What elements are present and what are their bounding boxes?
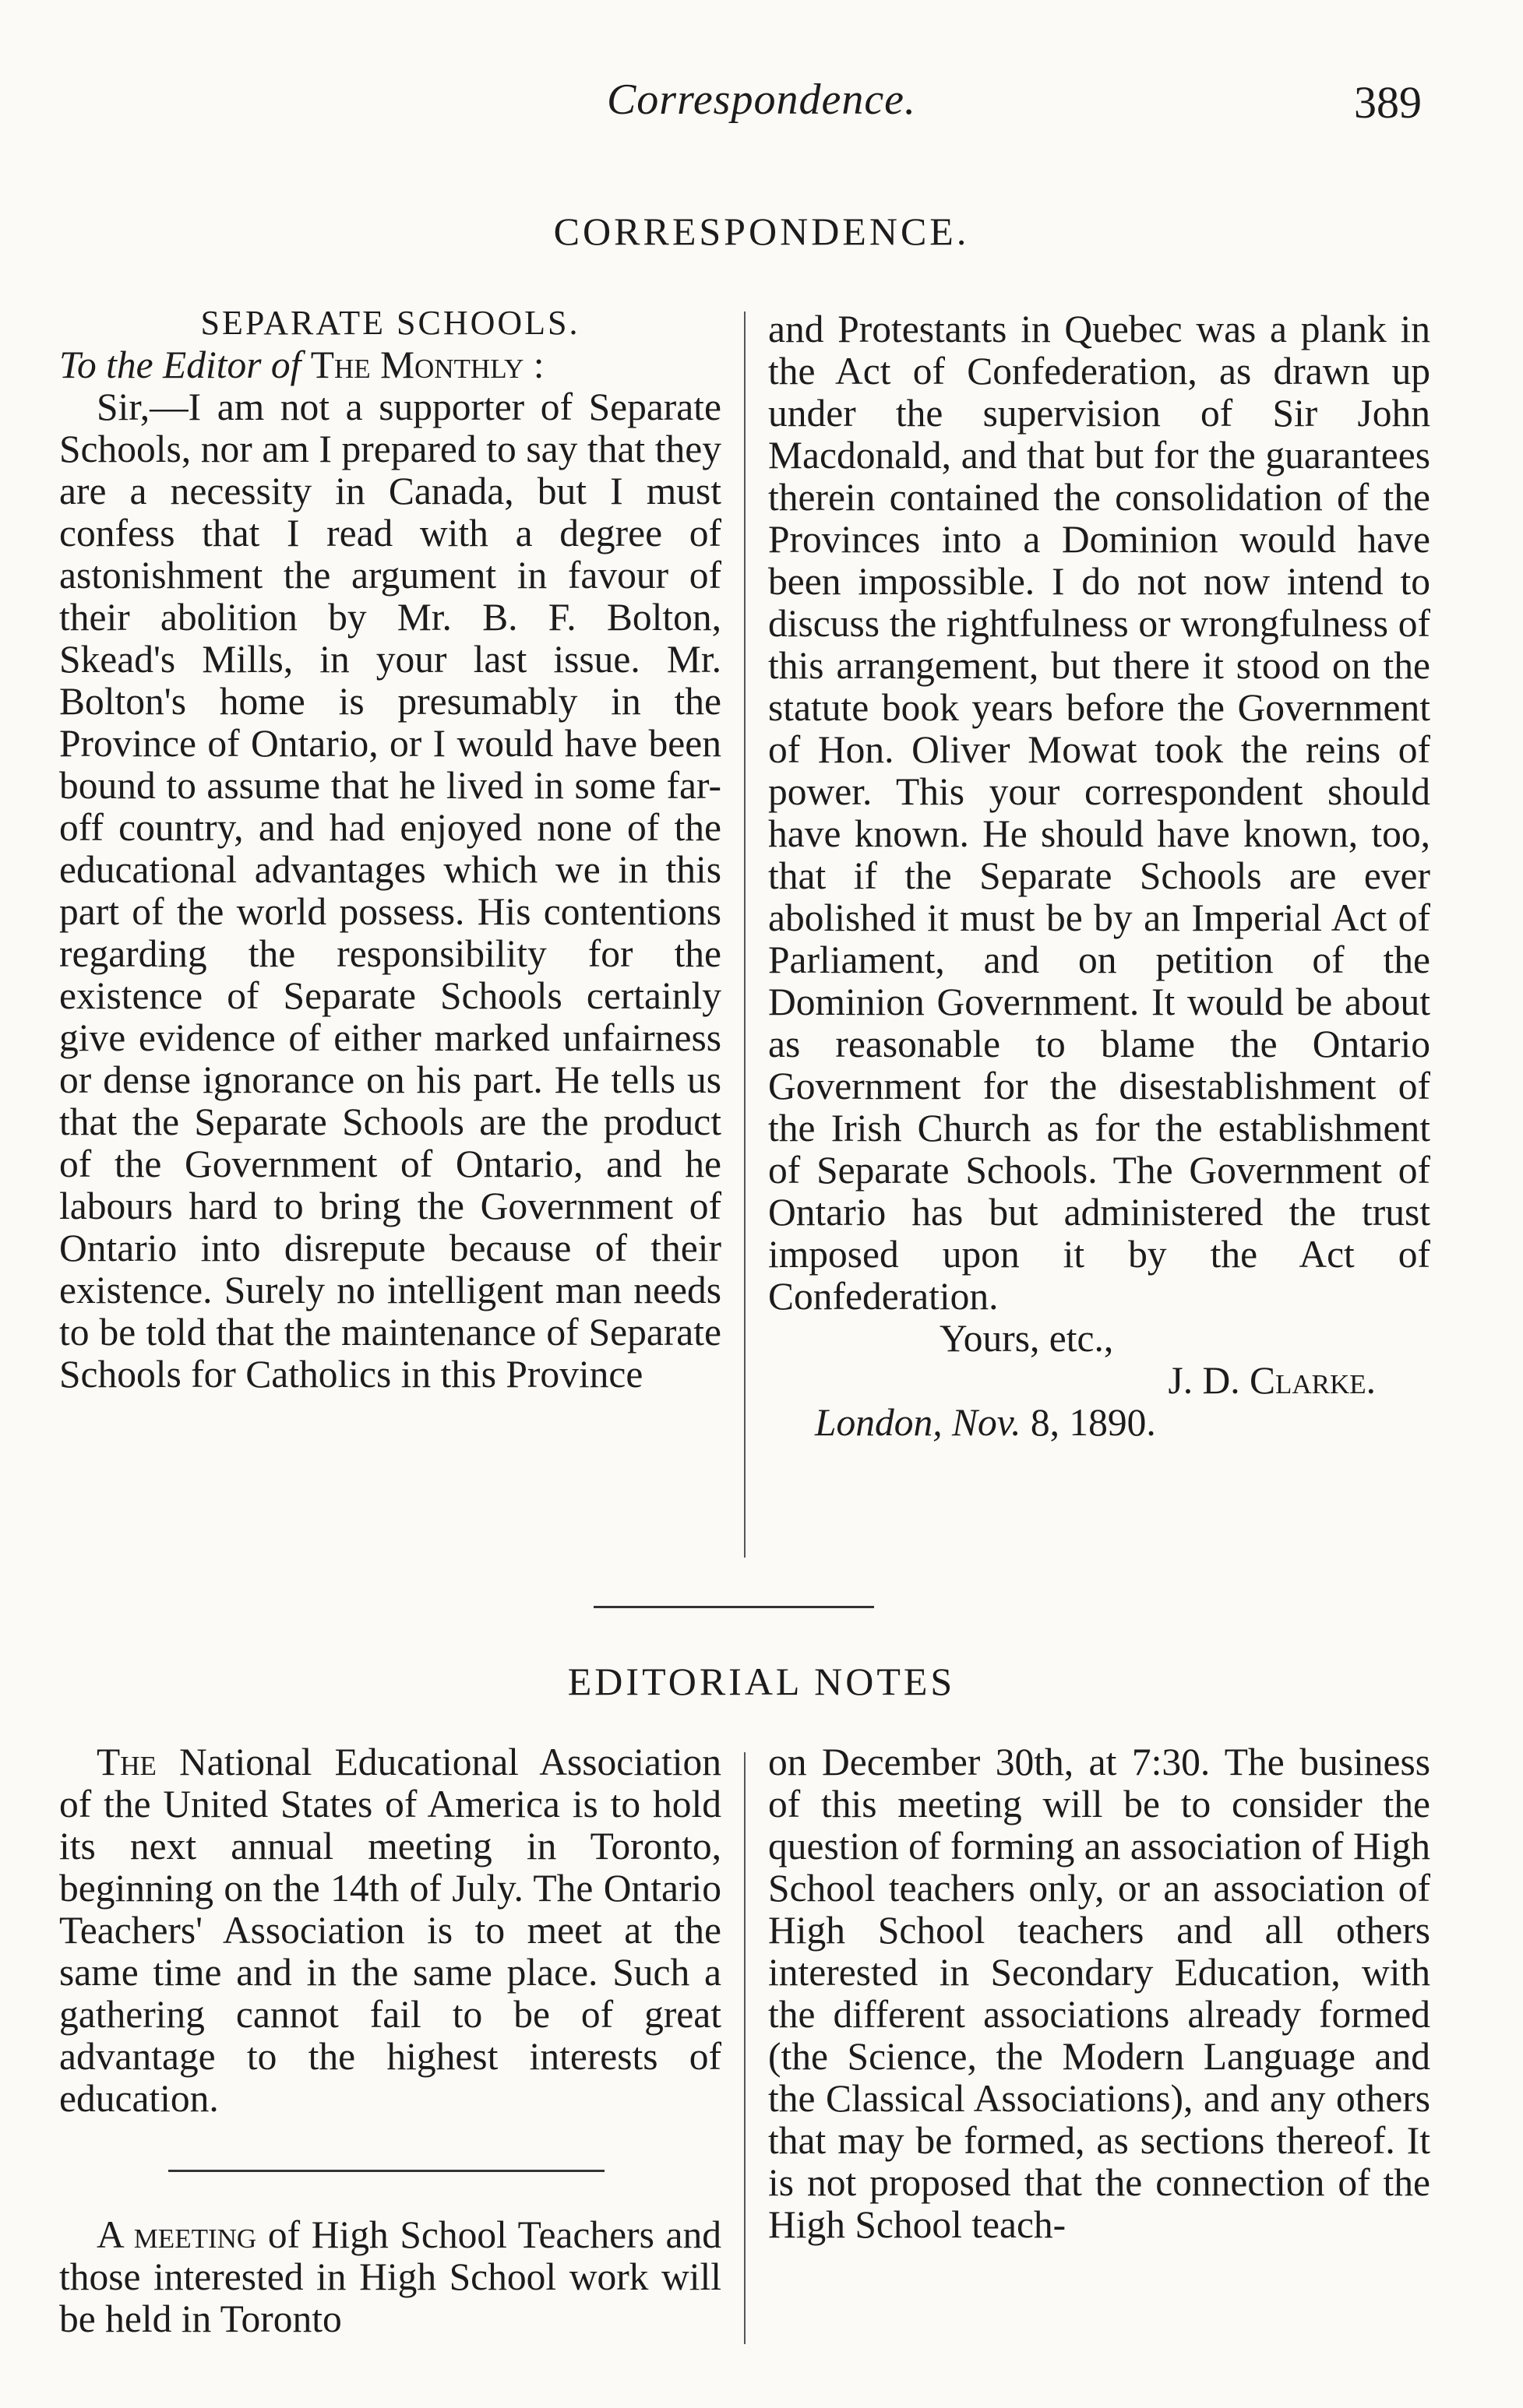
page-number: 389 — [1354, 77, 1422, 128]
editorial-note-nea — [59, 1741, 721, 2120]
salutation-italic: To the Editor of — [59, 343, 301, 386]
editorial-note-meeting — [59, 2214, 721, 2340]
place-date-plain: 8, 1890. — [1030, 1401, 1156, 1444]
note-meeting-text: of High School Teachers and those interested in High School work will be held in Toronto — [59, 2213, 721, 2340]
place-date-italic: London, Nov. — [815, 1401, 1021, 1444]
editorial-left-column — [59, 1741, 721, 2340]
editorial-section-title: EDITORIAL NOTES — [567, 1660, 956, 1703]
note-lead-the: The — [97, 1741, 157, 1783]
note-divider-rule — [168, 2170, 605, 2172]
letter-salutation — [59, 344, 721, 386]
letter-place-date — [768, 1402, 1430, 1444]
column-divider-editorial — [744, 1752, 746, 2344]
letter-body-right: and Protestants in Quebec was a plank in the Act of Confederation, as drawn up under the supervision of Sir John Macdonald, and that but for the guarantees therein contained the consolidation of the Provinces into a Dominion would have been impossible. I do not now intend to discuss the rightfulness or wrongfulness of this arrangement, but there it stood on the statute book years before the Government of Hon. Oliver Mowat took the reins of power. This your correspondent should have known. He should have known, too, that if the Separate Schools are ever abolished it must be by an Imperial Act of Parliament, and on petition of the Dominion Government. It would be about as reasonable to blame the Ontario Government for the disestablishment of the Irish Church as for the establishment of Separate Schools. The Government of Ontario has but administered the trust imposed upon it by the Act of Confederation. — [768, 308, 1430, 1318]
correspondence-left-column — [59, 302, 721, 1396]
correspondence-section-title: CORRESPONDENCE. — [553, 209, 970, 253]
editorial-right-column — [768, 1741, 1430, 2246]
editorial-note-meeting-continued: on December 30th, at 7:30. The business of this meeting will be to consider the question of forming an association of High School teachers only, or an association of High School teachers and all others interested in Secondary Education, with the different associations already formed (the Science, the Modern Language and the Classical Associations), and any others that may be formed, as sections thereof. It is not proposed that the connection of the High School teach- — [768, 1741, 1430, 2246]
note-lead-meeting: A meeting — [97, 2213, 257, 2256]
section-separator-rule — [594, 1606, 874, 1608]
letter-subheading: SEPARATE SCHOOLS. — [200, 304, 580, 342]
letter-body-left: Sir,—I am not a supporter of Separate Schools, nor am I prepared to say that they are a necessity in Canada, but I must confess that I read with a degree of astonishment the argument in favour of their abolition by Mr. B. F. Bolton, Skead's Mills, in your last issue. Mr. Bolton's home is presumably in the Province of Ontario, or I would have been bound to assume that he lived in some far-off country, and had enjoyed none of the educational advantages which we in this part of the world possess. His contentions regarding the responsibility for the existence of Separate Schools certainly give evidence of either marked unfairness or dense ignorance on his part. He tells us that the Separate Schools are the product of the Government of Ontario, and he labours hard to bring the Government of Ontario into disrepute because of their existence. Surely no intelligent man needs to be told that the maintenance of Separate Schools for Catholics in this Province — [59, 385, 721, 1396]
note-nea-text: National Educational Association of the United States of America is to hold its next annual meeting in Toronto, beginning on the 14th of July. The Ontario Teachers' Association is to meet at the same time and in the same place. Such a gathering cannot fail to be of great advantage to the highest interests of education. — [59, 1741, 721, 2120]
letter-closing: Yours, etc., — [940, 1317, 1114, 1360]
letter-signature: J. D. Clarke. — [1168, 1359, 1376, 1402]
running-title: Correspondence. — [606, 76, 917, 124]
page-header — [0, 75, 1523, 145]
column-divider-correspondence — [744, 312, 746, 1558]
salutation-caps: The Monthly : — [310, 343, 545, 386]
correspondence-right-column — [768, 308, 1430, 1444]
